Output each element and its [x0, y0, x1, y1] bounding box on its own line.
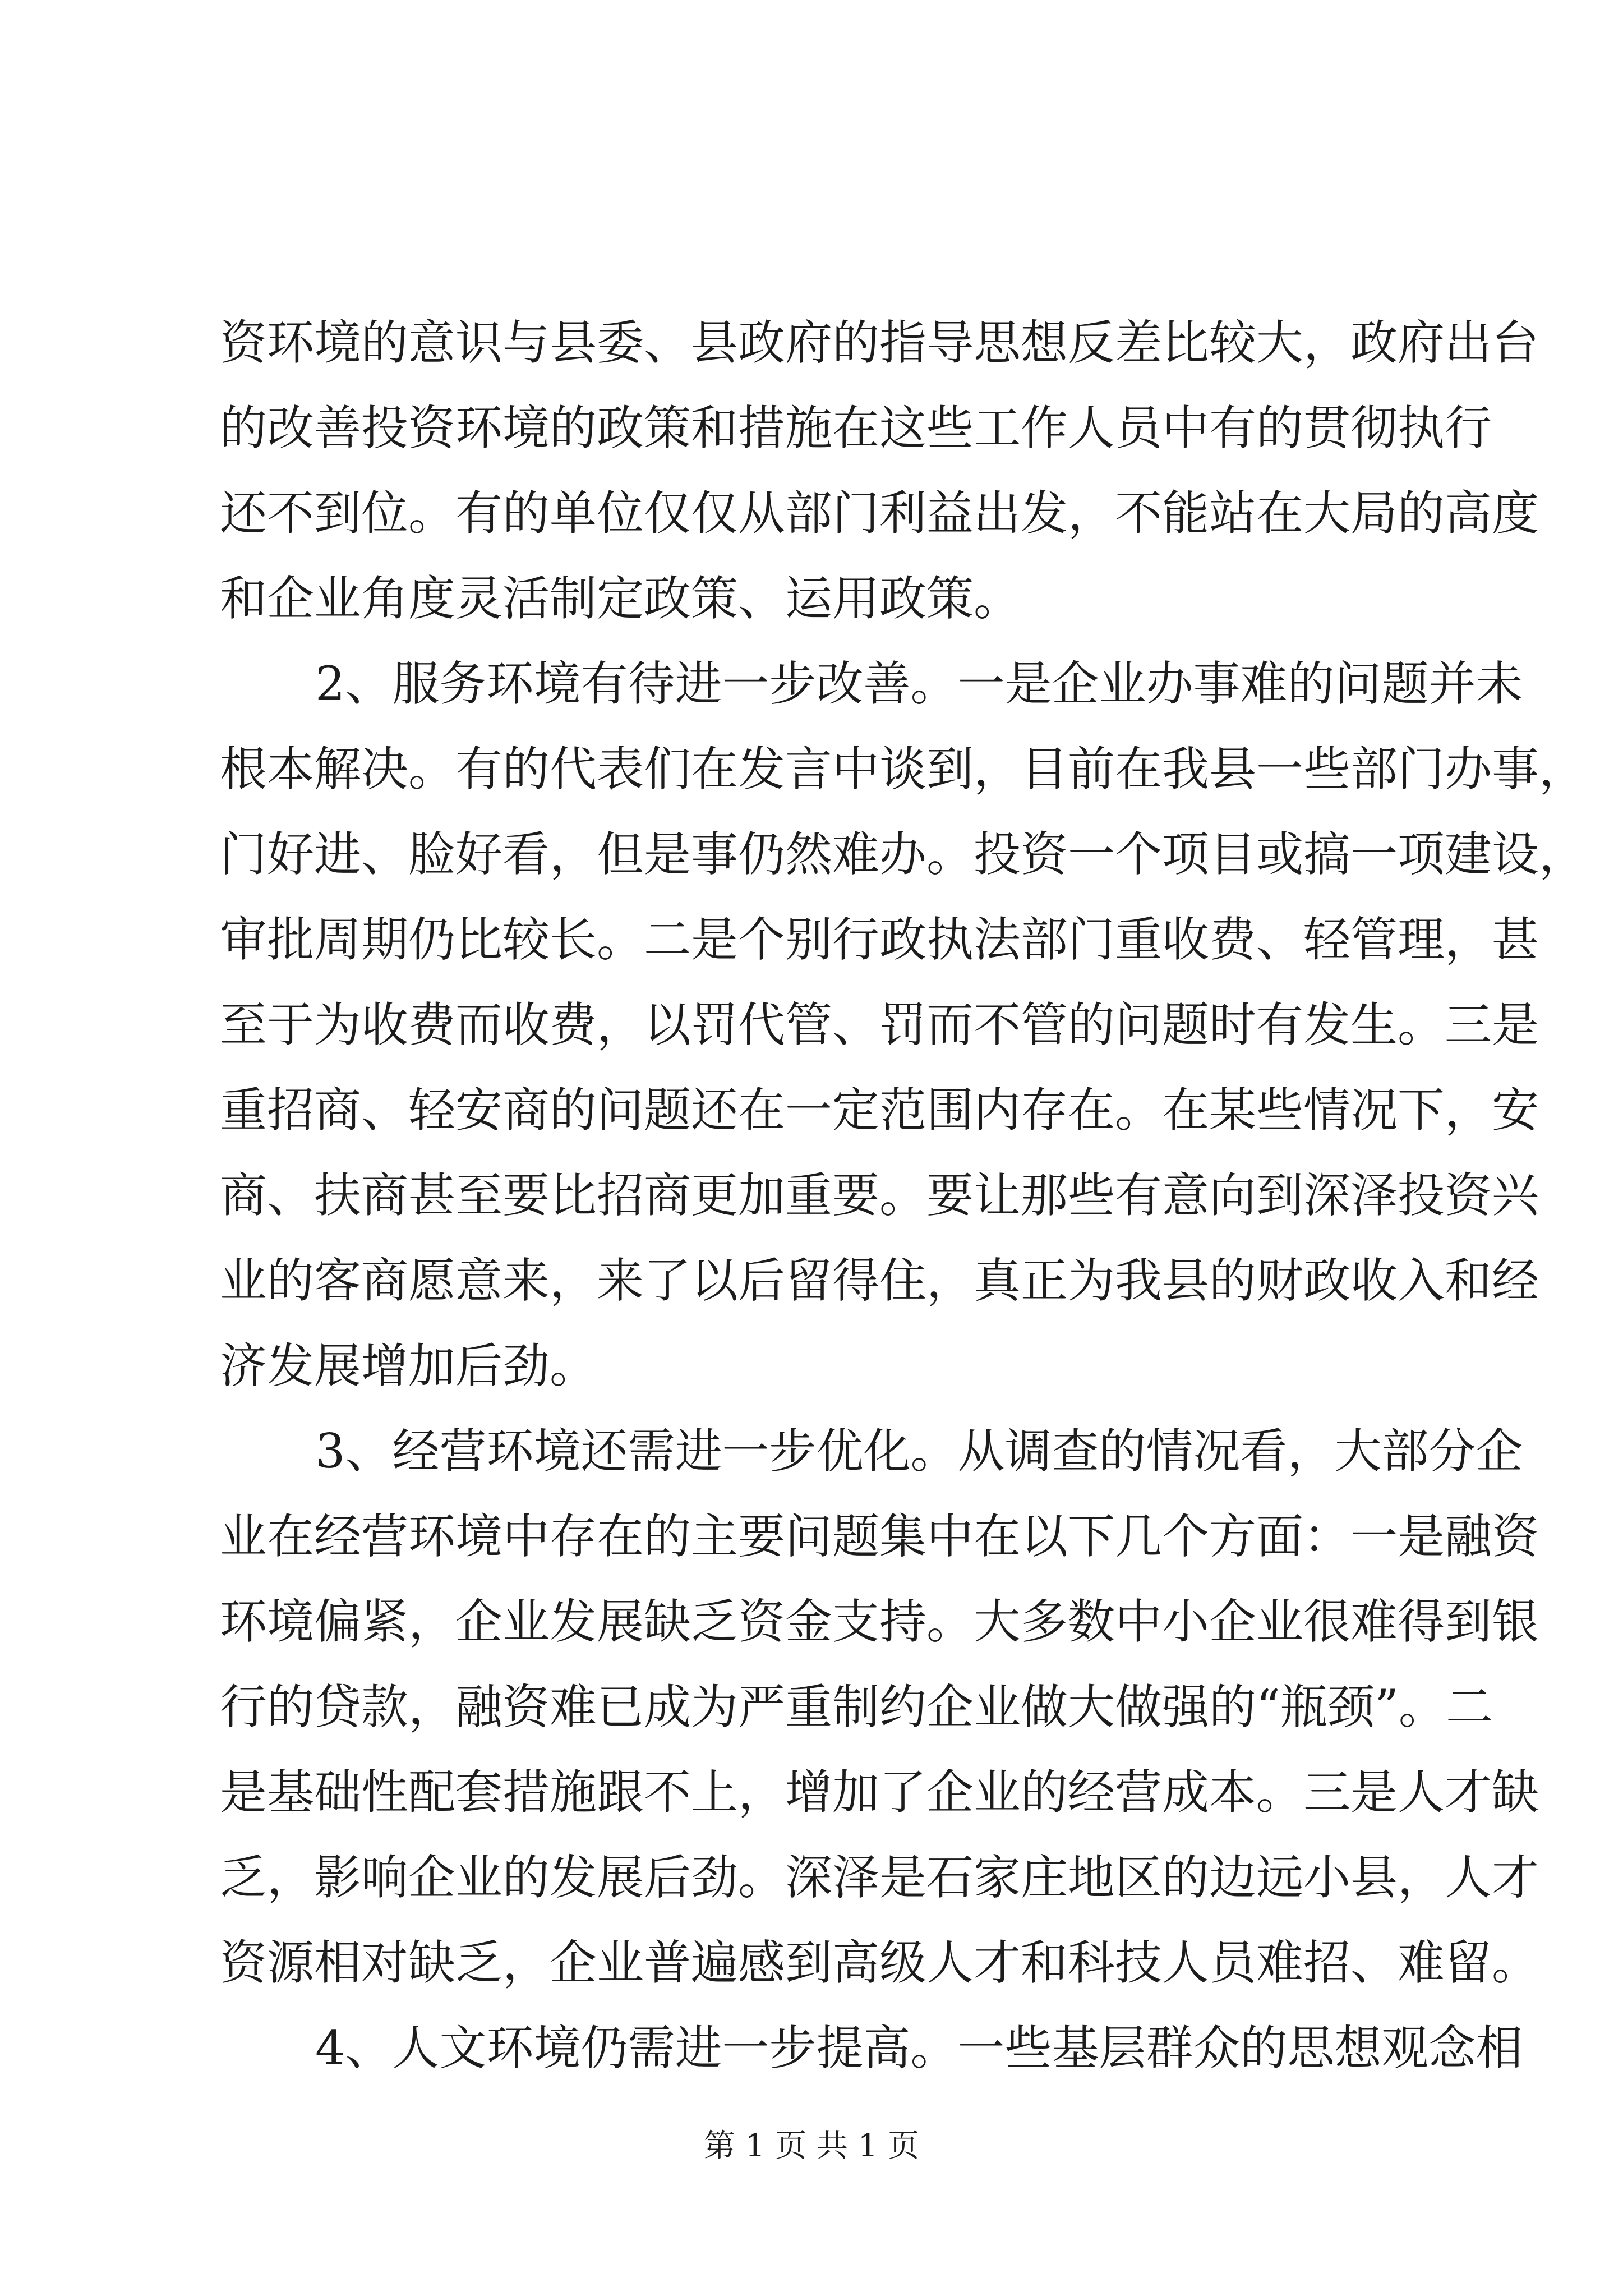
page-number: 第 1 页 共 1 页 — [703, 2128, 920, 2164]
text-line: 资源相对缺乏，企业普遍感到高级人才和科技人员难招、难留。 — [220, 1935, 1539, 1990]
text-line: 是基础性配套措施跟不上，增加了企业的经营成本。三是人才缺 — [220, 1765, 1539, 1820]
text-line: 乏，影响企业的发展后劲。深泽是石家庄地区的边远小县，人才 — [220, 1850, 1539, 1905]
text-line: 济发展增加后劲。 — [220, 1338, 597, 1393]
text-line: 业的客商愿意来，来了以后留得住，真正为我县的财政收入和经 — [220, 1253, 1539, 1308]
text-line: 商、扶商甚至要比招商更加重要。要让那些有意向到深泽投资兴 — [220, 1168, 1539, 1223]
text-line: 审批周期仍比较长。二是个别行政执法部门重收费、轻管理，甚 — [220, 912, 1539, 967]
body-text — [220, 300, 1587, 2091]
text-line: 环境偏紧，企业发展缺乏资金支持。大多数中小企业很难得到银 — [220, 1594, 1539, 1649]
paragraph-start-line: 2、服务环境有待进一步改善。一是企业办事难的问题并未 — [315, 656, 1523, 711]
text-line: 业在经营环境中存在的主要问题集中在以下几个方面：一是融资 — [220, 1509, 1539, 1564]
text-line: 资环境的意识与县委、县政府的指导思想反差比较大，政府出台 — [220, 315, 1539, 370]
text-line: 重招商、轻安商的问题还在一定范围内存在。在某些情况下，安 — [220, 1083, 1539, 1138]
text-line: 至于为收费而收费，以罚代管、罚而不管的问题时有发生。三是 — [220, 997, 1539, 1052]
text-line: 的改善投资环境的政策和措施在这些工作人员中有的贯彻执行 — [220, 401, 1492, 455]
text-line: 根本解决。有的代表们在发言中谈到，目前在我县一些部门办事， — [220, 742, 1587, 797]
text-line: 和企业角度灵活制定政策、运用政策。 — [220, 571, 1021, 626]
paragraph-start-line: 3、经营环境还需进一步优化。从调查的情况看，大部分企 — [315, 1424, 1523, 1479]
text-line: 行的贷款，融资难已成为严重制约企业做大做强的“瓶颈”。二 — [220, 1680, 1493, 1734]
text-line: 还不到位。有的单位仅仅从部门利益出发，不能站在大局的高度 — [220, 486, 1539, 541]
text-line: 门好进、脸好看，但是事仍然难办。投资一个项目或搞一项建设， — [220, 827, 1587, 882]
paragraph-start-line: 4、人文环境仍需进一步提高。一些基层群众的思想观念相 — [315, 2021, 1523, 2076]
